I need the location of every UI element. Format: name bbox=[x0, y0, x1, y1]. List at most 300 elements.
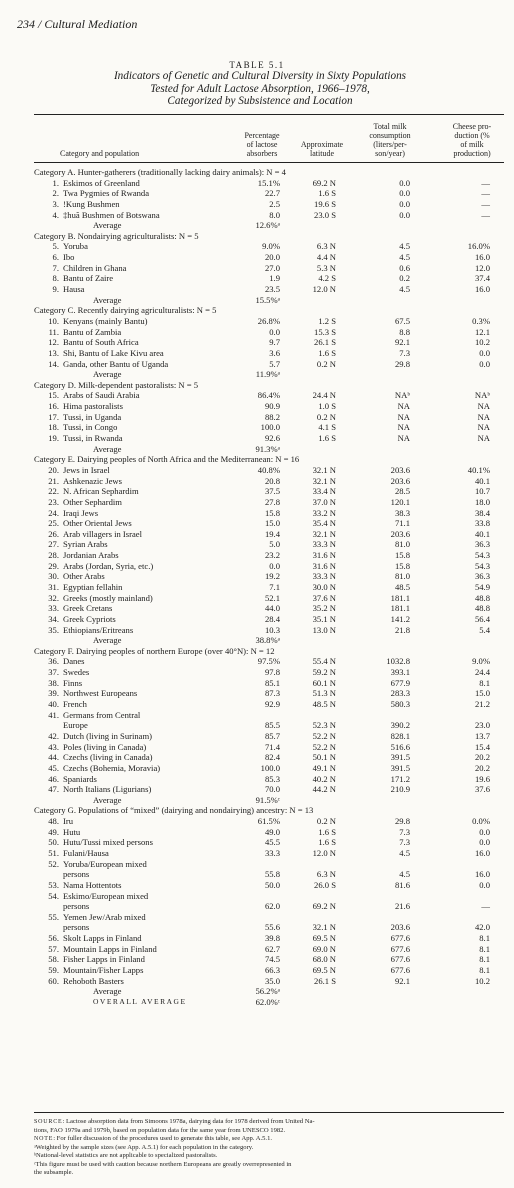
row-number: 43. bbox=[48, 741, 59, 752]
milk-consumption-cell: 391.5 bbox=[390, 762, 410, 773]
percentage-cell: 0.0 bbox=[269, 326, 280, 337]
cheese-production-cell: 16.0 bbox=[474, 869, 490, 880]
percentage-cell: 15.5%ᵃ bbox=[255, 294, 280, 305]
latitude-cell: 35.1 N bbox=[312, 613, 336, 624]
row-number: 3. bbox=[52, 198, 59, 209]
row-number: 45. bbox=[48, 762, 59, 773]
population-label: Tussi, in Uganda bbox=[63, 411, 122, 422]
cheese-production-cell: 40.1 bbox=[474, 528, 490, 539]
cheese-production-cell: 16.0 bbox=[474, 848, 490, 858]
percentage-cell: 2.5 bbox=[269, 198, 280, 209]
table-row bbox=[0, 486, 514, 497]
cheese-production-cell: NA bbox=[477, 401, 490, 412]
latitude-cell: 49.1 N bbox=[312, 762, 336, 773]
row-number: 2. bbox=[52, 188, 59, 199]
cheese-production-cell: 16.0 bbox=[474, 284, 490, 295]
population-name bbox=[47, 422, 117, 433]
table-row bbox=[0, 859, 514, 870]
population-label: Category E. Dairying peoples of North Africa and the Mediterranean: N = 16 bbox=[34, 454, 300, 465]
latitude-cell: 69.2 N bbox=[312, 901, 336, 912]
cheese-production-cell: 20.2 bbox=[474, 762, 490, 773]
population-label: Ethiopians/Eritreans bbox=[63, 624, 134, 635]
cheese-production-cell: NAᵇ bbox=[474, 390, 490, 401]
percentage-cell: 20.8 bbox=[264, 475, 280, 486]
population-name bbox=[47, 710, 140, 721]
population-label: Iraqi Jews bbox=[63, 507, 99, 518]
latitude-cell: 33.3 N bbox=[312, 571, 336, 582]
population-name bbox=[47, 731, 152, 742]
percentage-cell: 7.1 bbox=[269, 581, 280, 592]
latitude-cell: 33.3 N bbox=[312, 539, 336, 550]
row-number: 8. bbox=[52, 273, 59, 284]
percentage-cell: 11.9%ᵃ bbox=[255, 369, 280, 380]
row-number: 19. bbox=[48, 433, 59, 444]
latitude-cell: 26.0 S bbox=[314, 879, 336, 890]
cheese-production-cell: 37.4 bbox=[474, 273, 490, 284]
population-label: Germans from Central bbox=[63, 709, 141, 720]
population-name bbox=[47, 508, 98, 519]
milk-consumption-cell: 81.6 bbox=[394, 879, 410, 890]
milk-consumption-cell: 203.6 bbox=[390, 922, 410, 933]
percentage-cell: 100.0 bbox=[260, 422, 280, 433]
percentage-cell: 35.0 bbox=[264, 975, 280, 986]
population-label: Average bbox=[93, 220, 122, 231]
population-label: Tussi, in Congo bbox=[63, 422, 118, 433]
milk-consumption-cell: 181.1 bbox=[390, 592, 410, 603]
population-name bbox=[47, 252, 74, 263]
row-number: 14. bbox=[48, 358, 59, 369]
milk-consumption-cell: 141.2 bbox=[390, 613, 410, 624]
percentage-cell: 10.3 bbox=[264, 624, 280, 635]
milk-consumption-cell: 4.5 bbox=[399, 241, 410, 252]
percentage-cell: 19.2 bbox=[264, 571, 280, 582]
row-number: 24. bbox=[48, 507, 59, 518]
table-row bbox=[0, 752, 514, 763]
population-label: Danes bbox=[63, 656, 85, 667]
population-label: Ibo bbox=[63, 252, 75, 263]
table-row bbox=[0, 561, 514, 572]
population-name bbox=[47, 497, 122, 508]
population-label: ‡huã Bushmen of Botswana bbox=[63, 209, 160, 220]
milk-consumption-cell: 81.0 bbox=[394, 539, 410, 550]
milk-consumption-cell: 15.8 bbox=[394, 560, 410, 571]
population-name bbox=[47, 476, 122, 487]
cheese-production-cell: 13.7 bbox=[474, 730, 490, 741]
population-name bbox=[47, 614, 116, 625]
table-title bbox=[40, 70, 480, 108]
table-row bbox=[0, 316, 514, 327]
population-name bbox=[47, 603, 112, 614]
table-row bbox=[0, 880, 514, 891]
cheese-production-cell: NA bbox=[477, 422, 490, 433]
cheese-production-cell: 16.0% bbox=[467, 241, 490, 252]
table-row bbox=[0, 976, 514, 987]
row-number: 48. bbox=[48, 816, 59, 827]
population-name bbox=[47, 486, 139, 497]
percentage-cell: 26.8% bbox=[257, 315, 280, 326]
latitude-cell: 37.0 N bbox=[312, 496, 336, 507]
population-name bbox=[47, 390, 140, 401]
row-number: 57. bbox=[48, 943, 59, 954]
latitude-cell: 33.2 N bbox=[312, 507, 336, 518]
milk-consumption-cell: 67.5 bbox=[394, 315, 410, 326]
latitude-cell: 0.2 N bbox=[316, 358, 336, 369]
milk-consumption-cell: NA bbox=[397, 433, 410, 444]
population-name bbox=[47, 199, 120, 210]
category-heading-row bbox=[0, 646, 514, 657]
milk-consumption-cell: 0.6 bbox=[399, 262, 410, 273]
percentage-cell: 37.5 bbox=[264, 486, 280, 497]
latitude-cell: 48.5 N bbox=[312, 699, 336, 710]
row-number: 6. bbox=[52, 252, 59, 263]
cheese-production-cell: 0.0% bbox=[472, 816, 490, 827]
population-label: persons bbox=[63, 901, 90, 912]
population-label: Yoruba/European mixed bbox=[63, 858, 147, 869]
percentage-cell: 0.0 bbox=[269, 560, 280, 571]
table-row bbox=[0, 359, 514, 370]
row-number: 51. bbox=[48, 848, 59, 858]
row-number: 9. bbox=[52, 284, 59, 295]
cheese-production-cell: 10.2 bbox=[474, 337, 490, 348]
table-row bbox=[0, 667, 514, 678]
milk-consumption-cell: 29.8 bbox=[394, 816, 410, 827]
cheese-production-cell: — bbox=[481, 209, 490, 220]
population-name bbox=[47, 625, 133, 636]
population-name bbox=[47, 582, 122, 593]
population-name bbox=[47, 742, 146, 753]
population-label: Czechs (Bohemia, Moravia) bbox=[63, 762, 161, 773]
table-row bbox=[0, 774, 514, 785]
table-row bbox=[0, 273, 514, 284]
cheese-production-cell: 56.4 bbox=[474, 613, 490, 624]
population-name bbox=[47, 433, 123, 444]
population-label: Ashkenazic Jews bbox=[63, 475, 122, 486]
population-name bbox=[47, 529, 142, 540]
cheese-production-cell: 15.0 bbox=[474, 688, 490, 699]
population-label: Skolt Lapps in Finland bbox=[63, 933, 142, 944]
table-row bbox=[0, 837, 514, 848]
population-label: Category G. Populations of “mixed” (dairying and nondairying) ancestry: N = 13 bbox=[34, 805, 314, 816]
latitude-cell: 1.6 S bbox=[318, 433, 336, 444]
table-row bbox=[0, 614, 514, 625]
latitude-cell: 6.3 N bbox=[316, 241, 336, 252]
milk-consumption-cell: NAᵇ bbox=[394, 390, 410, 401]
page-header: 234 / Cultural Mediation bbox=[17, 17, 138, 31]
population-name bbox=[47, 837, 153, 848]
population-name bbox=[93, 986, 121, 997]
percentage-cell: 85.3 bbox=[264, 773, 280, 784]
milk-consumption-cell: 677.6 bbox=[390, 943, 410, 954]
footnote-b: ᵇNational-level statistics are not applicable to specialized pastoralists. bbox=[34, 1152, 218, 1159]
table-row bbox=[0, 210, 514, 221]
row-number: 58. bbox=[48, 954, 59, 965]
row-number: 44. bbox=[48, 752, 59, 763]
percentage-cell: 23.2 bbox=[264, 550, 280, 561]
population-name bbox=[34, 646, 275, 657]
population-name bbox=[47, 954, 145, 965]
milk-consumption-cell: NA bbox=[397, 422, 410, 433]
table-row bbox=[0, 422, 514, 433]
row-number: 26. bbox=[48, 528, 59, 539]
population-label: Czechs (living in Canada) bbox=[63, 752, 153, 763]
percentage-cell: 23.5 bbox=[264, 284, 280, 295]
population-label: Jordanian Arabs bbox=[63, 550, 119, 561]
milk-consumption-cell: 390.2 bbox=[390, 720, 410, 731]
table-row bbox=[0, 252, 514, 263]
percentage-cell: 70.0 bbox=[264, 784, 280, 795]
percentage-cell: 86.4% bbox=[257, 390, 280, 401]
latitude-cell: 26.1 S bbox=[314, 337, 336, 348]
cheese-production-cell: NA bbox=[477, 433, 490, 444]
percentage-cell: 22.7 bbox=[264, 188, 280, 199]
table-row bbox=[0, 603, 514, 614]
population-label: Average bbox=[93, 635, 122, 646]
cheese-production-cell: 15.4 bbox=[474, 741, 490, 752]
table-title-line: Categorized by Subsistence and Location bbox=[167, 95, 353, 107]
population-name bbox=[47, 593, 153, 604]
latitude-cell: 31.6 N bbox=[312, 550, 336, 561]
cheese-production-cell: 10.7 bbox=[474, 486, 490, 497]
latitude-cell: 6.3 N bbox=[316, 869, 336, 880]
latitude-cell: 52.2 N bbox=[312, 741, 336, 752]
table-row bbox=[0, 539, 514, 550]
cheese-production-cell: 48.8 bbox=[474, 603, 490, 614]
table-row bbox=[0, 188, 514, 199]
table-row bbox=[0, 571, 514, 582]
population-name bbox=[47, 912, 146, 923]
population-name bbox=[34, 454, 299, 465]
population-label: OVERALL AVERAGE bbox=[93, 996, 187, 1006]
milk-consumption-cell: 828.1 bbox=[390, 730, 410, 741]
milk-consumption-cell: 0.0 bbox=[399, 198, 410, 209]
milk-consumption-cell: 71.1 bbox=[394, 518, 410, 529]
population-name bbox=[93, 295, 121, 306]
population-name bbox=[47, 976, 124, 987]
milk-consumption-cell: 4.5 bbox=[399, 252, 410, 263]
cheese-production-cell: 36.3 bbox=[474, 539, 490, 550]
row-number: 52. bbox=[48, 858, 59, 869]
row-number: 11. bbox=[48, 326, 59, 337]
row-number: 55. bbox=[48, 911, 59, 922]
percentage-cell: 12.6%ᵃ bbox=[255, 220, 280, 231]
population-label: Mountain Lapps in Finland bbox=[63, 943, 157, 954]
cheese-production-cell: 33.8 bbox=[474, 518, 490, 529]
table-row bbox=[0, 954, 514, 965]
table-row bbox=[0, 912, 514, 923]
milk-consumption-cell: 7.3 bbox=[399, 347, 410, 358]
header-top-rule bbox=[34, 114, 504, 115]
population-label: Swedes bbox=[63, 667, 90, 678]
population-name bbox=[47, 891, 148, 902]
population-label: Average bbox=[93, 794, 122, 805]
category-heading-row bbox=[0, 454, 514, 465]
latitude-cell: 26.1 S bbox=[314, 975, 336, 986]
cheese-production-cell: — bbox=[481, 198, 490, 209]
population-label: Fisher Lapps in Finland bbox=[63, 954, 145, 965]
population-label: Northwest Europeans bbox=[63, 688, 138, 699]
population-label: Bantu of South Africa bbox=[63, 337, 139, 348]
population-label: Yemen Jew/Arab mixed bbox=[63, 911, 146, 922]
population-name bbox=[47, 241, 88, 252]
population-name bbox=[93, 635, 121, 646]
population-name bbox=[47, 752, 153, 763]
latitude-cell: 24.4 N bbox=[312, 390, 336, 401]
table-row bbox=[0, 656, 514, 667]
table-row bbox=[0, 901, 514, 912]
population-label: persons bbox=[63, 922, 90, 933]
percentage-cell: 5.0 bbox=[269, 539, 280, 550]
milk-consumption-cell: 391.5 bbox=[390, 752, 410, 763]
population-name bbox=[47, 688, 137, 699]
table-row bbox=[0, 827, 514, 838]
table-row bbox=[0, 593, 514, 604]
population-label: Finns bbox=[63, 677, 83, 688]
population-label: Category B. Nondairying agriculturalists: N = 5 bbox=[34, 230, 199, 241]
table-row bbox=[0, 944, 514, 955]
cheese-production-cell: 10.2 bbox=[474, 975, 490, 986]
population-label: Nama Hottentots bbox=[63, 879, 122, 890]
population-label: Average bbox=[93, 986, 122, 997]
cheese-production-cell: 23.0 bbox=[474, 720, 490, 731]
milk-consumption-cell: 203.6 bbox=[390, 475, 410, 486]
population-label: Hima pastoralists bbox=[63, 401, 123, 412]
latitude-cell: 51.3 N bbox=[312, 688, 336, 699]
latitude-cell: 44.2 N bbox=[312, 784, 336, 795]
category-average-row bbox=[0, 220, 514, 231]
cheese-production-cell: 40.1% bbox=[467, 464, 490, 475]
population-name bbox=[47, 348, 164, 359]
percentage-cell: 90.9 bbox=[264, 401, 280, 412]
table-row bbox=[0, 263, 514, 274]
latitude-cell: 33.4 N bbox=[312, 486, 336, 497]
population-label: Twa Pygmies of Rwanda bbox=[63, 188, 150, 199]
population-name bbox=[47, 401, 123, 412]
population-label: Dutch (living in Surinam) bbox=[63, 730, 153, 741]
footnote-a: ᵃWeighted by the sample sizes (see App. A.5.1) for each population in the category. bbox=[34, 1143, 254, 1151]
milk-consumption-cell: 203.6 bbox=[390, 528, 410, 539]
row-number: 13. bbox=[48, 347, 59, 358]
category-average-row bbox=[0, 295, 514, 306]
milk-consumption-cell: NA bbox=[397, 401, 410, 412]
table-row bbox=[0, 678, 514, 689]
population-name bbox=[47, 273, 113, 284]
cheese-production-cell: 5.4 bbox=[479, 624, 490, 635]
cheese-production-cell: 0.0 bbox=[479, 879, 490, 890]
milk-consumption-cell: 0.2 bbox=[399, 273, 410, 284]
cheese-production-cell: 12.1 bbox=[474, 326, 490, 337]
cheese-production-cell: 21.2 bbox=[474, 699, 490, 710]
population-label: North Italians (Ligurians) bbox=[63, 784, 152, 795]
category-heading-row bbox=[0, 167, 514, 178]
table-row bbox=[0, 550, 514, 561]
table-row bbox=[0, 337, 514, 348]
population-label: Category F. Dairying peoples of northern Europe (over 40°N): N = 12 bbox=[34, 645, 275, 656]
population-label: Yoruba bbox=[63, 241, 88, 252]
table-title-line: Tested for Adult Lactose Absorption, 1966–1978, bbox=[150, 82, 370, 95]
cheese-production-cell: 48.8 bbox=[474, 592, 490, 603]
table-row bbox=[0, 699, 514, 710]
table-row bbox=[0, 922, 514, 933]
header-milk-consumption: Total milk consumption (liters/per- son/year) bbox=[369, 122, 411, 158]
percentage-cell: 20.0 bbox=[264, 252, 280, 263]
percentage-cell: 44.0 bbox=[264, 603, 280, 614]
population-label: Arabs (Jordan, Syria, etc.) bbox=[63, 560, 154, 571]
population-name bbox=[47, 539, 108, 550]
cheese-production-cell: 36.3 bbox=[474, 571, 490, 582]
percentage-cell: 9.0% bbox=[262, 241, 280, 252]
cheese-production-cell: 0.0 bbox=[479, 826, 490, 837]
latitude-cell: 1.6 S bbox=[318, 188, 336, 199]
table-row bbox=[0, 508, 514, 519]
latitude-cell: 50.1 N bbox=[312, 752, 336, 763]
population-name bbox=[47, 933, 142, 944]
row-number: 42. bbox=[48, 730, 59, 741]
milk-consumption-cell: 171.2 bbox=[390, 773, 410, 784]
latitude-cell: 4.2 S bbox=[318, 273, 336, 284]
percentage-cell: 15.1% bbox=[257, 177, 280, 188]
population-name bbox=[47, 848, 109, 859]
milk-consumption-cell: 0.0 bbox=[399, 188, 410, 199]
table-row bbox=[0, 390, 514, 401]
percentage-cell: 91.5%ᶜ bbox=[255, 794, 280, 805]
latitude-cell: 19.6 S bbox=[314, 198, 336, 209]
cheese-production-cell: — bbox=[481, 188, 490, 199]
milk-consumption-cell: 7.3 bbox=[399, 826, 410, 837]
population-name bbox=[47, 944, 157, 955]
latitude-cell: 1.6 S bbox=[318, 347, 336, 358]
row-number: 34. bbox=[48, 613, 59, 624]
percentage-cell: 19.4 bbox=[264, 528, 280, 539]
percentage-cell: 55.8 bbox=[264, 869, 280, 880]
footnote-note: NOTE: For fuller discussion of the procedures used to generate this table, see App. A.5.1. bbox=[34, 1135, 273, 1142]
percentage-cell: 56.2%ᵃ bbox=[255, 986, 280, 997]
footnote-c: ᶜThis figure must be used with caution because northern Europeans are greatly overrepresented in bbox=[34, 1160, 292, 1168]
table-row bbox=[0, 348, 514, 359]
cheese-production-cell: 0.3% bbox=[472, 315, 490, 326]
percentage-cell: 38.8%ᵃ bbox=[255, 635, 280, 646]
population-label: Hutu bbox=[63, 826, 81, 837]
cheese-production-cell: 40.1 bbox=[474, 475, 490, 486]
table-row bbox=[0, 199, 514, 210]
population-name bbox=[47, 784, 151, 795]
population-name bbox=[47, 859, 147, 870]
category-heading-row bbox=[0, 380, 514, 391]
population-name bbox=[34, 805, 313, 816]
milk-consumption-cell: 21.8 bbox=[394, 624, 410, 635]
population-label: Arab villagers in Israel bbox=[63, 528, 142, 539]
row-number: 50. bbox=[48, 837, 59, 848]
milk-consumption-cell: 4.5 bbox=[399, 869, 410, 880]
table-row bbox=[0, 933, 514, 944]
population-label: Average bbox=[93, 369, 122, 380]
row-number: 36. bbox=[48, 656, 59, 667]
milk-consumption-cell: 120.1 bbox=[390, 496, 410, 507]
population-label: Hausa bbox=[63, 284, 85, 295]
milk-consumption-cell: 15.8 bbox=[394, 550, 410, 561]
percentage-cell: 92.9 bbox=[264, 699, 280, 710]
latitude-cell: 0.2 N bbox=[316, 411, 336, 422]
row-number: 59. bbox=[48, 965, 59, 976]
population-name bbox=[47, 263, 126, 274]
population-name bbox=[47, 465, 110, 476]
percentage-cell: 62.0%ᶜ bbox=[255, 996, 280, 1007]
latitude-cell: 32.1 N bbox=[312, 464, 336, 475]
cheese-production-cell: — bbox=[481, 901, 490, 912]
percentage-cell: 55.6 bbox=[264, 922, 280, 933]
row-number: 30. bbox=[48, 571, 59, 582]
latitude-cell: 15.3 S bbox=[314, 326, 336, 337]
table-row bbox=[0, 710, 514, 721]
